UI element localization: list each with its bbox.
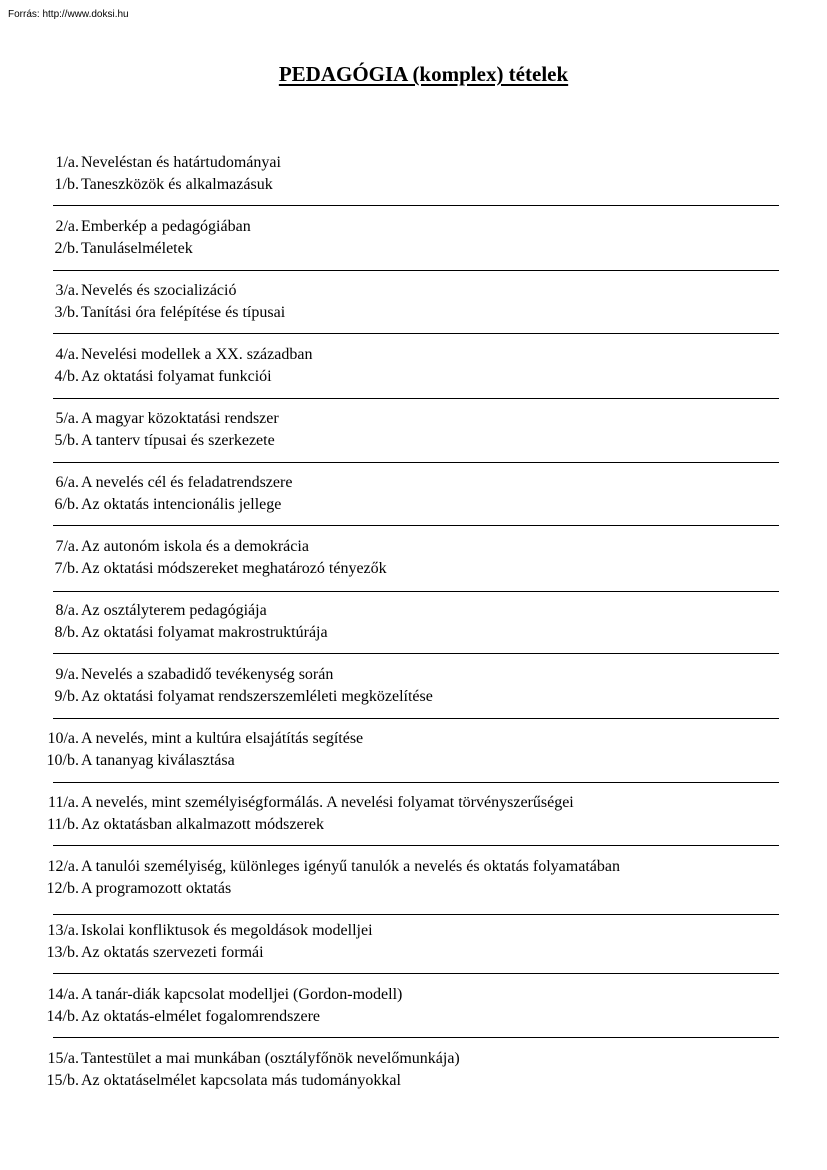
divider: [53, 591, 779, 592]
topic-a-number: 12/a.: [47, 858, 79, 875]
topic-b-title: A tananyag kiválasztása: [81, 752, 235, 769]
topic-b-number: 13/b.: [46, 944, 79, 961]
topic-a-title: A tanulói személyiség, különleges igényű tanulók a nevelés és oktatás folyamatában: [81, 858, 620, 875]
topic-a-title: Az osztályterem pedagógiája: [81, 602, 267, 619]
topic-b-title: Tanuláselméletek: [81, 240, 193, 257]
source-attribution: Forrás: http://www.doksi.hu: [8, 9, 129, 20]
topic-a-title: Nevelés a szabadidő tevékenység során: [81, 666, 334, 683]
topic-a: [45, 345, 312, 365]
topic-a-title: Emberkép a pedagógiában: [81, 218, 251, 235]
divider: [53, 845, 779, 846]
topic-b-title: Taneszközök és alkalmazásuk: [81, 176, 273, 193]
topic-b: [45, 175, 273, 195]
topic-b-title: A programozott oktatás: [81, 880, 232, 897]
topic-a-number: 11/a.: [48, 794, 79, 811]
topic-a-title: A tanár-diák kapcsolat modelljei (Gordon-modell): [81, 986, 403, 1003]
topic-a: [45, 409, 279, 429]
topic-b-number: 1/b.: [54, 176, 79, 193]
topic-a-number: 1/a.: [55, 154, 79, 171]
topic-b: [45, 431, 275, 451]
topic-b: [39, 751, 235, 771]
divider: [53, 1037, 779, 1038]
topic-b: [39, 815, 324, 835]
topic-b-number: 7/b.: [54, 560, 79, 577]
topic-b: [45, 623, 328, 643]
topic-b-title: A tanterv típusai és szerkezete: [81, 432, 275, 449]
topic-b-number: 5/b.: [54, 432, 79, 449]
divider: [53, 653, 779, 654]
topic-a-number: 5/a.: [55, 410, 79, 427]
topic-a-number: 7/a.: [55, 538, 79, 555]
topic-b-number: 4/b.: [54, 368, 79, 385]
topic-b-number: 6/b.: [54, 496, 79, 513]
divider: [53, 973, 779, 974]
topic-b-title: Az oktatási módszereket meghatározó tényezők: [81, 560, 387, 577]
page-title: PEDAGÓGIA (komplex) tételek: [278, 62, 569, 86]
topic-a-number: 13/a.: [47, 922, 79, 939]
topic-a-number: 10/a.: [47, 730, 79, 747]
topic-b-number: 9/b.: [54, 688, 79, 705]
topic-a: [39, 729, 363, 749]
topic-b-number: 11/b.: [47, 816, 79, 833]
topic-b: [39, 879, 231, 899]
topic-b-number: 14/b.: [46, 1008, 79, 1025]
topic-a-title: A nevelés, mint személyiségformálás. A nevelési folyamat törvényszerűségei: [81, 794, 574, 811]
topic-a-title: Neveléstan és határtudományai: [81, 154, 281, 171]
topic-b-number: 15/b.: [46, 1072, 79, 1089]
topic-b-number: 2/b.: [54, 240, 79, 257]
topic-b: [45, 495, 281, 515]
divider: [53, 914, 779, 915]
divider: [53, 718, 779, 719]
topic-a: [39, 793, 574, 813]
topic-a-title: A magyar közoktatási rendszer: [81, 410, 279, 427]
topic-a-number: 4/a.: [55, 346, 79, 363]
topic-b-title: Az oktatáselmélet kapcsolata más tudományokkal: [81, 1072, 401, 1089]
divider: [53, 205, 779, 206]
topic-b: [45, 239, 193, 259]
topic-b: [39, 1071, 401, 1091]
topic-a: [39, 985, 402, 1005]
topic-a-number: 15/a.: [47, 1050, 79, 1067]
topic-a: [39, 857, 620, 877]
topic-a-title: Tantestület a mai munkában (osztályfőnök nevelőmunkája): [81, 1050, 460, 1067]
topic-a: [39, 1049, 460, 1069]
topic-b-title: Az oktatási folyamat funkciói: [81, 368, 272, 385]
topic-b: [45, 559, 387, 579]
topic-a-title: Az autonóm iskola és a demokrácia: [81, 538, 309, 555]
topic-a-title: Nevelés és szocializáció: [81, 282, 237, 299]
divider: [53, 270, 779, 271]
topic-b-title: Az oktatás intencionális jellege: [81, 496, 282, 513]
topic-b-number: 3/b.: [54, 304, 79, 321]
topic-a-number: 6/a.: [55, 474, 79, 491]
topic-a: [45, 217, 251, 237]
topic-a: [45, 665, 333, 685]
divider: [53, 333, 779, 334]
topic-a: [45, 153, 281, 173]
topic-a: [45, 537, 309, 557]
topic-b: [45, 687, 433, 707]
topic-a-number: 14/a.: [47, 986, 79, 1003]
divider: [53, 462, 779, 463]
topic-a-number: 2/a.: [55, 218, 79, 235]
topic-a-title: Iskolai konfliktusok és megoldások modelljei: [81, 922, 373, 939]
topic-a: [39, 921, 373, 941]
topic-b-title: Az oktatásban alkalmazott módszerek: [81, 816, 325, 833]
topic-b-number: 12/b.: [46, 880, 79, 897]
topic-b-title: Tanítási óra felépítése és típusai: [81, 304, 286, 321]
topic-a-number: 9/a.: [55, 666, 79, 683]
topic-a-number: 3/a.: [55, 282, 79, 299]
topic-b: [45, 303, 285, 323]
topic-b-title: Az oktatás-elmélet fogalomrendszere: [81, 1008, 320, 1025]
topic-a: [45, 281, 236, 301]
topic-a-title: Nevelési modellek a XX. században: [81, 346, 313, 363]
topic-b: [39, 943, 264, 963]
topic-a-number: 8/a.: [55, 602, 79, 619]
topic-b-title: Az oktatás szervezeti formái: [81, 944, 264, 961]
topic-a: [45, 473, 292, 493]
topic-b-number: 10/b.: [46, 752, 79, 769]
divider: [53, 398, 779, 399]
topic-b: [45, 367, 272, 387]
divider: [53, 525, 779, 526]
topic-b-number: 8/b.: [54, 624, 79, 641]
topic-a-title: A nevelés cél és feladatrendszere: [81, 474, 293, 491]
divider: [53, 782, 779, 783]
topic-a: [45, 601, 267, 621]
topic-b-title: Az oktatási folyamat rendszerszemléleti megközelítése: [81, 688, 433, 705]
topic-a-title: A nevelés, mint a kultúra elsajátítás segítése: [81, 730, 364, 747]
topic-b-title: Az oktatási folyamat makrostruktúrája: [81, 624, 328, 641]
topic-b: [39, 1007, 320, 1027]
